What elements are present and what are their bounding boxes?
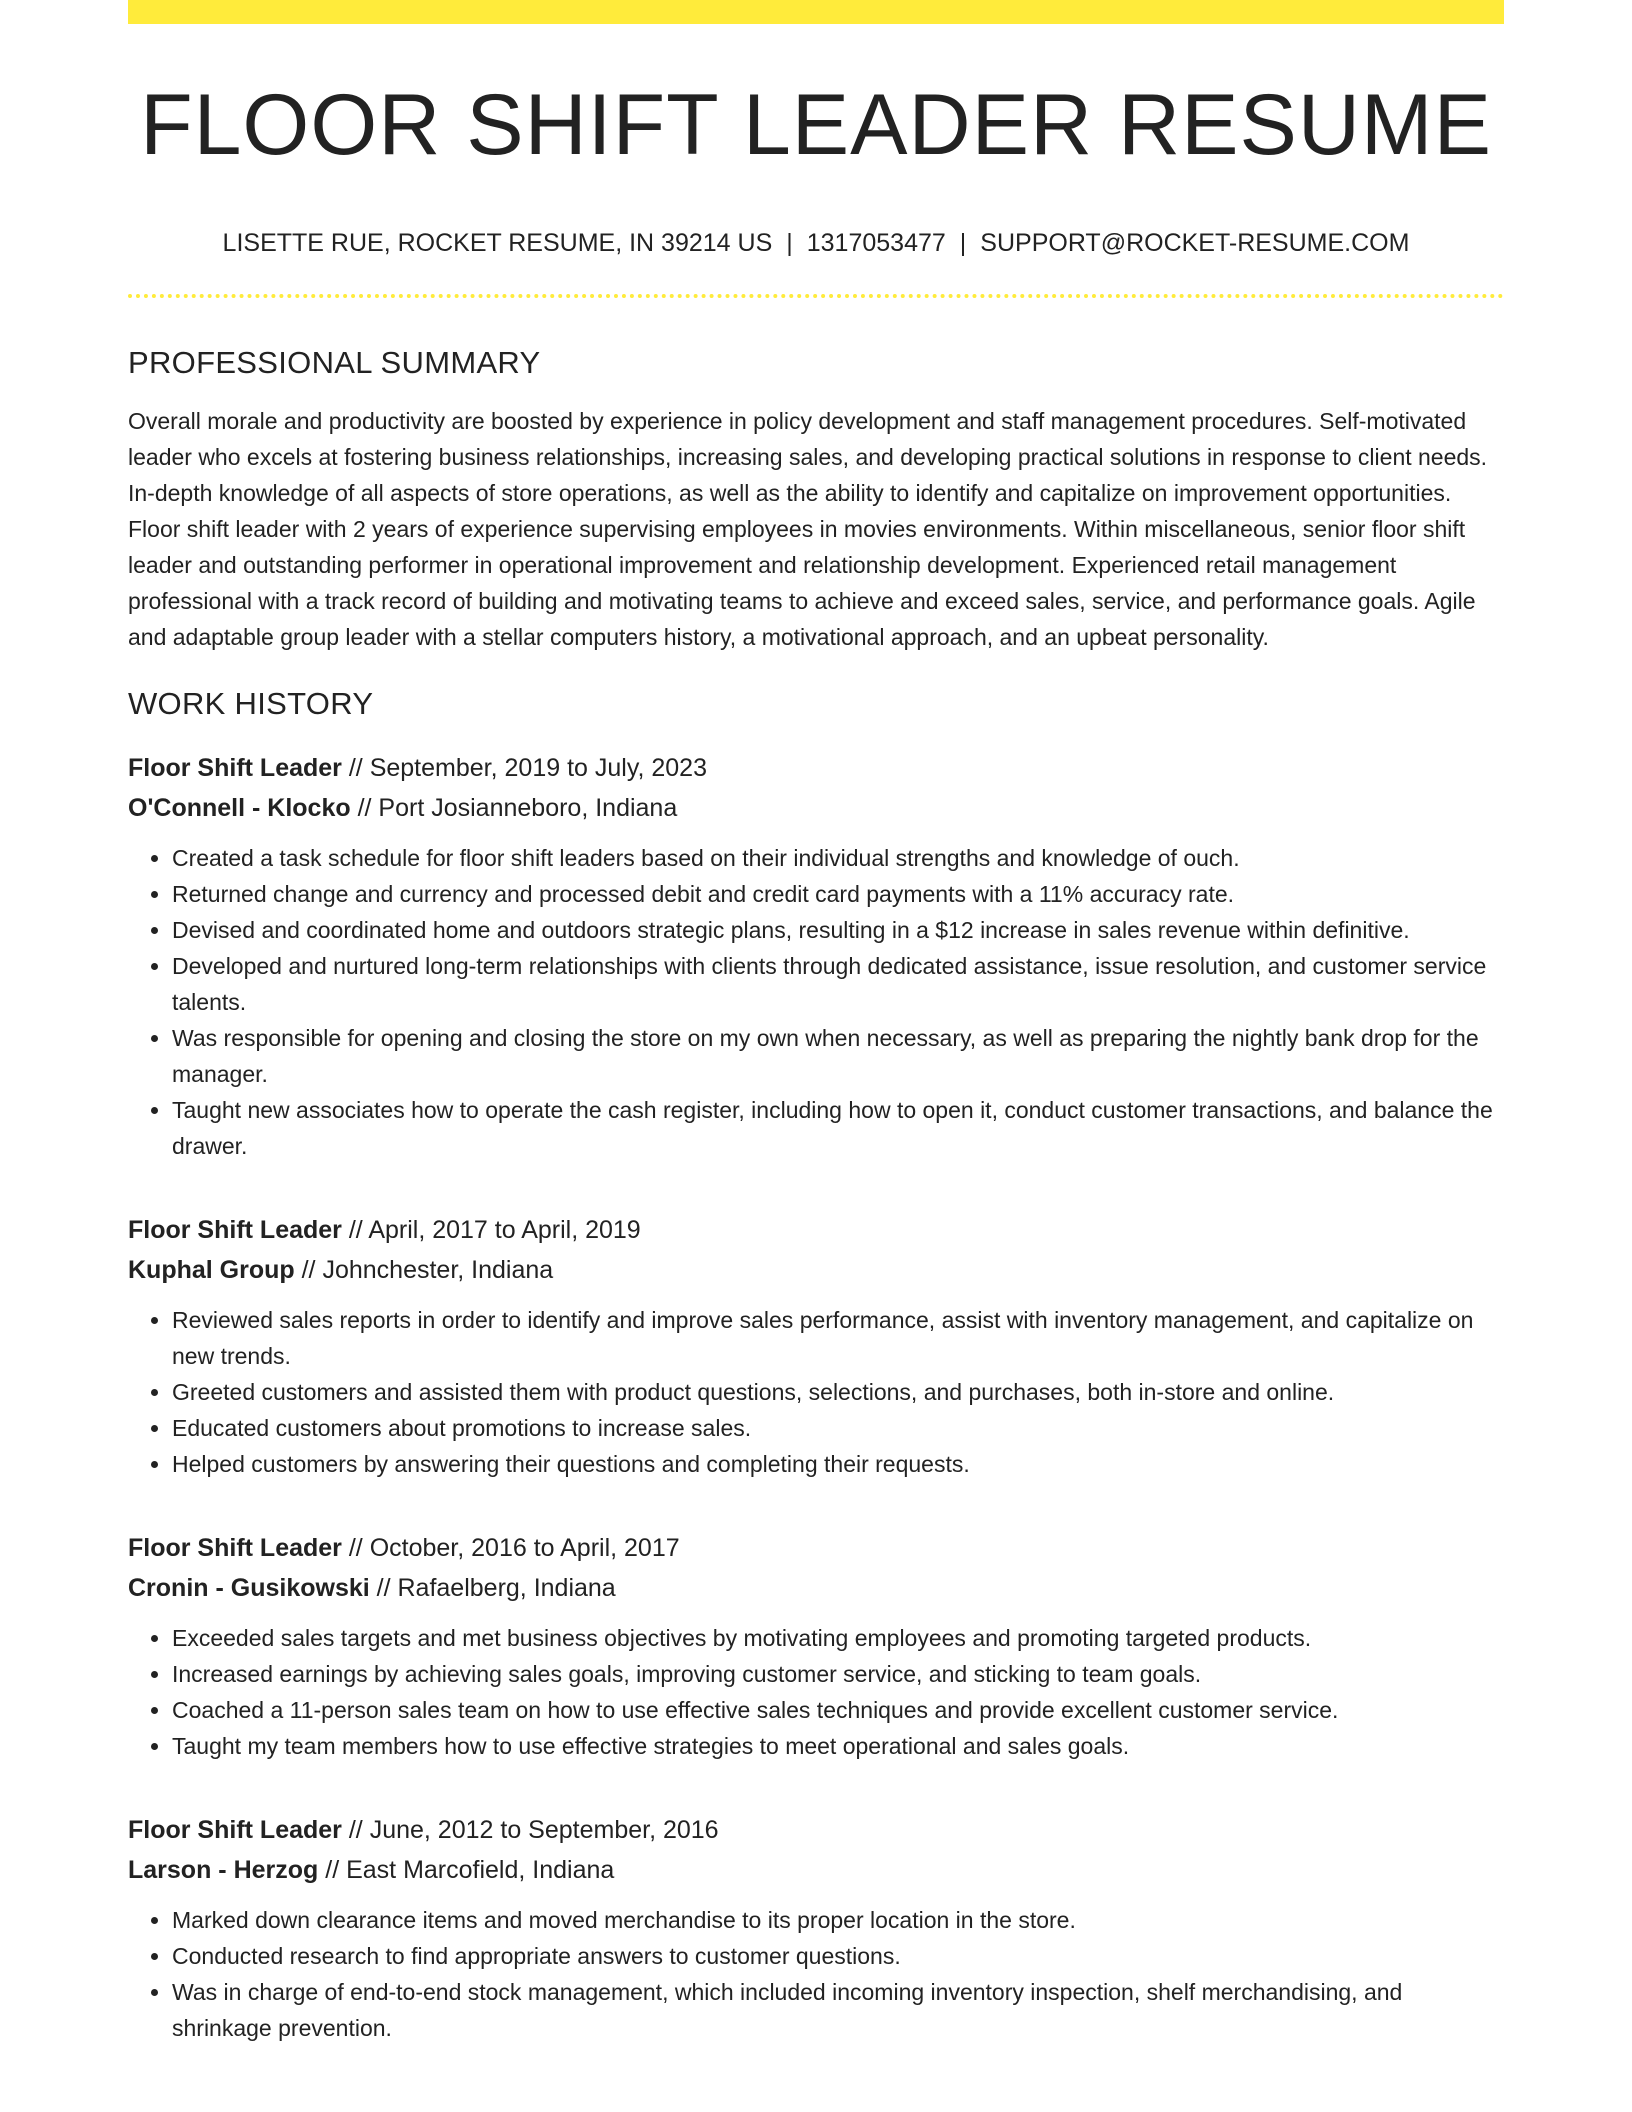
job-divider: // [350,794,379,823]
job-bullet: • Coached a 11-person sales team on how to use effective sales techniques and provide excellent customer service. [172,1692,1504,1728]
job-divider: // [341,1534,370,1563]
job-divider: // [318,1856,347,1885]
resume-page [128,0,1504,2046]
job-dates: April, 2017 to April, 2019 [368,1216,641,1245]
job-company-line [128,1850,1504,1890]
job-divider: // [369,1574,398,1603]
job-bullet: • Was responsible for opening and closing the store on my own when necessary, as well as preparing the nightly bank drop for the manager. [172,1020,1504,1092]
job-company-line [128,1250,1504,1290]
job-bullet: • Reviewed sales reports in order to identify and improve sales performance, assist with inventory management, and capitalize on new trends. [172,1302,1504,1374]
job-bullet: • Created a task schedule for floor shift leaders based on their individual strengths and knowledge of ouch. [172,840,1504,876]
contact-phone: 1317053477 [806,229,946,257]
job-bullet: • Educated customers about promotions to increase sales. [172,1410,1504,1446]
job-location: Rafaelberg, Indiana [397,1574,616,1603]
job-bullet: • Taught my team members how to use effective strategies to meet operational and sales goals. [172,1728,1504,1764]
job-company: Kuphal Group [128,1256,295,1285]
summary-heading: PROFESSIONAL SUMMARY [128,345,541,380]
job-bullet: • Increased earnings by achieving sales goals, improving customer service, and sticking to team goals. [172,1656,1504,1692]
job-bullet: • Conducted research to find appropriate answers to customer questions. [172,1938,1504,1974]
job-divider: // [294,1256,323,1285]
top-accent-bar [128,0,1504,24]
job-title: Floor Shift Leader [128,1216,342,1245]
dotted-divider [128,294,1504,298]
job-bullet: • Was in charge of end-to-end stock management, which included incoming inventory inspection, shelf merchandising, and shrinkage prevention. [172,1974,1504,2046]
job-entry [128,1810,1504,2046]
contact-separator: | [959,229,967,257]
resume-title: FLOOR SHIFT LEADER RESUME [140,77,1492,173]
job-bullets [128,1902,1504,2046]
contact-address: LISETTE RUE, ROCKET RESUME, IN 39214 US [222,229,773,257]
job-divider: // [341,1816,370,1845]
job-company-line [128,788,1504,828]
job-bullet: • Helped customers by answering their questions and completing their requests. [172,1446,1504,1482]
job-bullet: • Returned change and currency and processed debit and credit card payments with a 11% accuracy rate. [172,876,1504,912]
job-bullets [128,840,1504,1164]
job-location: Johnchester, Indiana [322,1256,554,1285]
work-history-heading: WORK HISTORY [128,686,374,722]
contact-email: SUPPORT@ROCKET-RESUME.COM [980,229,1410,257]
job-bullet: • Taught new associates how to operate the cash register, including how to open it, conduct customer transactions, and balance the drawer. [172,1092,1504,1164]
job-title: Floor Shift Leader [128,1816,342,1845]
job-title-line [128,1210,1504,1250]
job-dates: June, 2012 to September, 2016 [369,1816,719,1845]
job-company: Larson - Herzog [128,1856,319,1885]
work-history-list [128,748,1504,2046]
job-company: O'Connell - Klocko [128,794,351,823]
job-title: Floor Shift Leader [128,754,342,783]
job-bullet: • Developed and nurtured long-term relationships with clients through dedicated assistance, issue resolution, and customer service talents. [172,948,1504,1020]
job-location: East Marcofield, Indiana [346,1856,615,1885]
job-divider: // [341,754,370,783]
summary-text: Overall morale and productivity are boosted by experience in policy development and staff management procedures. Self-motivated leader who excels at fostering business relationships, increasing sales, and developing practical solutions in response to client needs. In-depth knowledge of all aspects of store operations, as well as the ability to identify and capitalize on improvement opportunities. Floor shift leader with 2 years of experience supervising employees in movies environments. Within miscellaneous, senior floor shift leader and outstanding performer in operational improvement and relationship development. Experienced retail management professional with a track record of building and motivating teams to achieve and exceed sales, service, and performance goals. Agile and adaptable group leader with a stellar computers history, a motivational approach, and an upbeat personality. [128,408,1488,651]
job-title-line [128,1810,1504,1850]
job-bullets [128,1620,1504,1764]
job-divider: // [341,1216,369,1245]
job-company: Cronin - Gusikowski [128,1574,370,1603]
job-bullet: • Greeted customers and assisted them with product questions, selections, and purchases, both in-store and online. [172,1374,1504,1410]
job-entry [128,1528,1504,1764]
job-bullet: • Marked down clearance items and moved merchandise to its proper location in the store. [172,1902,1504,1938]
job-entry [128,748,1504,1164]
contact-line [128,228,1504,258]
job-bullets [128,1302,1504,1482]
job-title: Floor Shift Leader [128,1534,342,1563]
job-dates: October, 2016 to April, 2017 [369,1534,680,1563]
job-title-line [128,748,1504,788]
job-company-line [128,1568,1504,1608]
contact-separator: | [786,229,793,257]
job-bullet: • Devised and coordinated home and outdoors strategic plans, resulting in a $12 increase in sales revenue within definitive. [172,912,1504,948]
job-bullet: • Exceeded sales targets and met business objectives by motivating employees and promoting targeted products. [172,1620,1504,1656]
job-title-line [128,1528,1504,1568]
job-dates: September, 2019 to July, 2023 [369,754,707,783]
job-entry [128,1210,1504,1482]
job-location: Port Josianneboro, Indiana [378,794,678,823]
